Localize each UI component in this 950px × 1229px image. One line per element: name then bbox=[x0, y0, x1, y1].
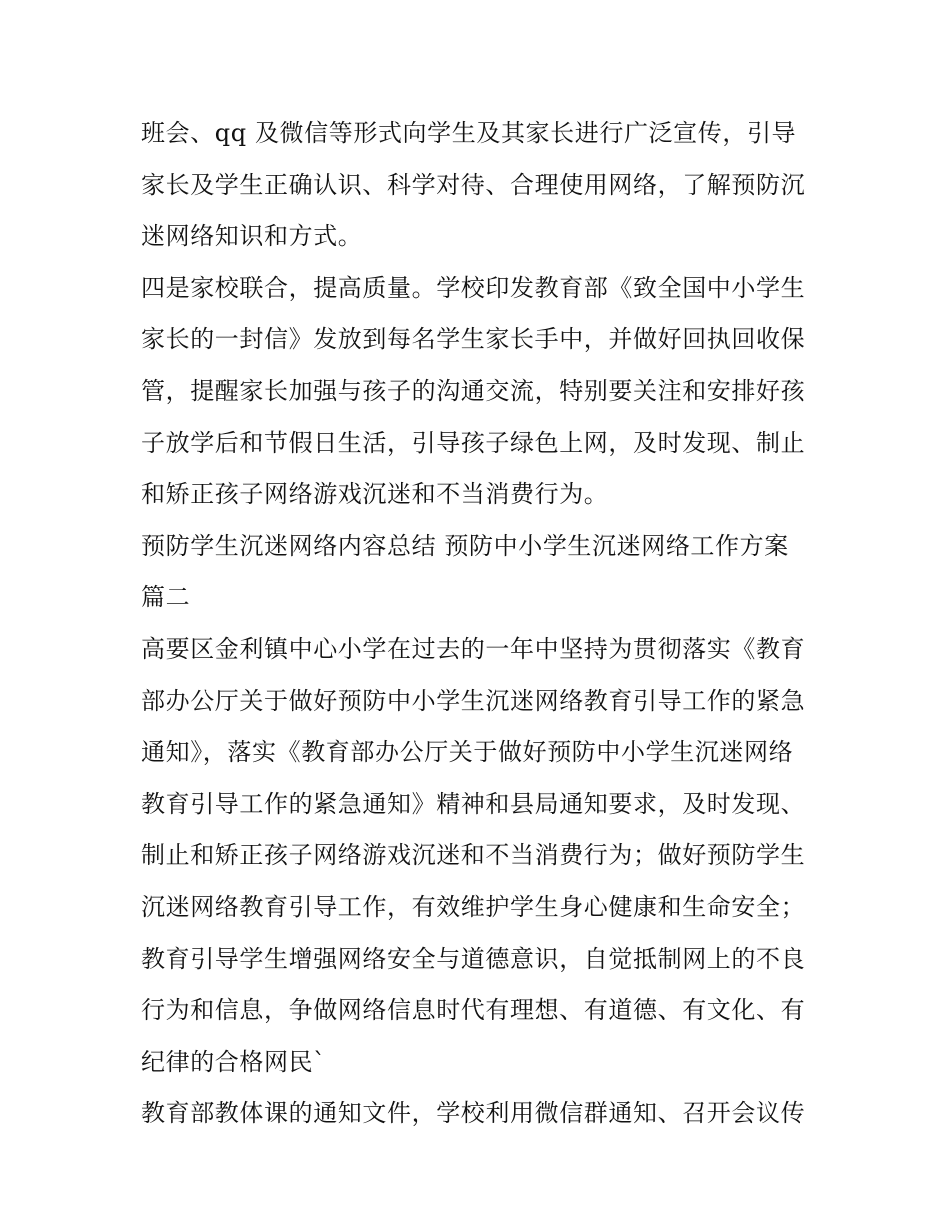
text-line: 家长及学生正确认识、科学对待、合理使用网络，了解预防沉 bbox=[141, 170, 806, 199]
document-body bbox=[141, 108, 821, 1140]
text-line: 教育引导学生增强网络安全与道德意识，自觉抵制网上的不良 bbox=[141, 944, 806, 973]
text-line: 沉迷网络教育引导工作，有效维护学生身心健康和生命安全； bbox=[141, 892, 806, 921]
text-line: 制止和矫正孩子网络游戏沉迷和不当消费行为；做好预防学生 bbox=[141, 841, 806, 870]
text-line: 通知》，落实《教育部办公厅关于做好预防中小学生沉迷网络 bbox=[141, 738, 794, 767]
text-line: 高要区金利镇中心小学在过去的一年中坚持为贯彻落实《教育 bbox=[141, 634, 806, 663]
text-line: 部办公厅关于做好预防中小学生沉迷网络教育引导工作的紧急 bbox=[141, 686, 806, 715]
text-line: 纪律的合格网民` bbox=[141, 1047, 326, 1076]
text-line: 迷网络知识和方式。 bbox=[141, 222, 363, 251]
text-line: 班会、qq 及微信等形式向学生及其家长进行广泛宣传，引导 bbox=[141, 119, 797, 147]
section-heading-line: 篇二 bbox=[141, 583, 191, 612]
text-line: 家长的一封信》发放到每名学生家长手中，并做好回执回收保 bbox=[141, 325, 806, 354]
text-line: 教育部教体课的通知文件，学校利用微信群通知、召开会议传 bbox=[141, 1099, 806, 1128]
text-line: 和矫正孩子网络游戏沉迷和不当消费行为。 bbox=[141, 480, 609, 509]
text-line: 子放学后和节假日生活，引导孩子绿色上网，及时发现、制止 bbox=[141, 428, 806, 457]
text-line: 四是家校联合，提高质量。学校印发教育部《致全国中小学生 bbox=[141, 273, 806, 302]
text-line: 教育引导工作的紧急通知》精神和县局通知要求，及时发现、 bbox=[141, 789, 806, 818]
text-line: 管，提醒家长加强与孩子的沟通交流，特别要关注和安排好孩 bbox=[141, 376, 806, 405]
text-line: 行为和信息，争做网络信息时代有理想、有道德、有文化、有 bbox=[141, 996, 806, 1025]
section-heading-line: 预防学生沉迷网络内容总结 预防中小学生沉迷网络工作方案 bbox=[141, 531, 789, 560]
